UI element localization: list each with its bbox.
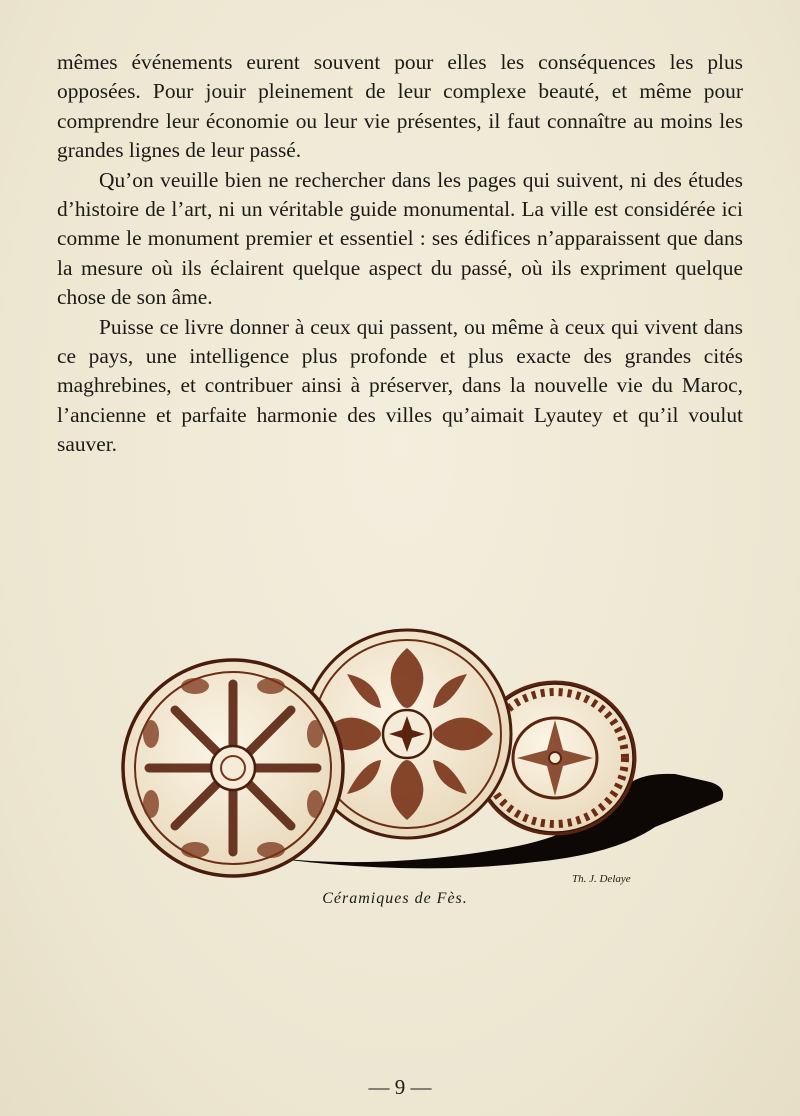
page-number: — 9 — (368, 1075, 432, 1099)
paragraph-3: Puisse ce livre donner à ceux qui passent, ou même à ceux qui vivent dans ce pays, une intelligence plus profonde et plus exacte des grandes cités maghrebines, et contribuer ainsi à préserver, dans la nouvelle vie du Maroc, l’ancienne et parfaite harmonie des villes qu’aimait Lyautey et qu’il voulut sauver. (57, 314, 743, 457)
artist-signature: Th. J. Delaye (572, 873, 631, 885)
ceramic-plate-left (123, 660, 343, 876)
body-text (57, 48, 743, 460)
paragraph-1: mêmes événements eurent souvent pour elles les conséquences les plus opposées. Pour jouir pleinement de leur complexe beauté, et même pour comprendre leur économie ou leur vie présentes, il faut connaître au moins les grandes lignes de leur passé. (57, 50, 743, 163)
ceramics-illustration (115, 622, 730, 892)
illustration-caption: Céramiques de Fès. (322, 890, 468, 907)
paragraph-2: Qu’on veuille bien ne rechercher dans les pages qui suivent, ni des études d’histoire de l’art, ni un véritable guide monumental. La ville est considérée ici comme le monument premier et essentiel : ses édifices n’apparaissent que dans la mesure où ils éclairent quelque aspect du passé, où ils expriment quelque chose de son âme. (57, 167, 743, 310)
